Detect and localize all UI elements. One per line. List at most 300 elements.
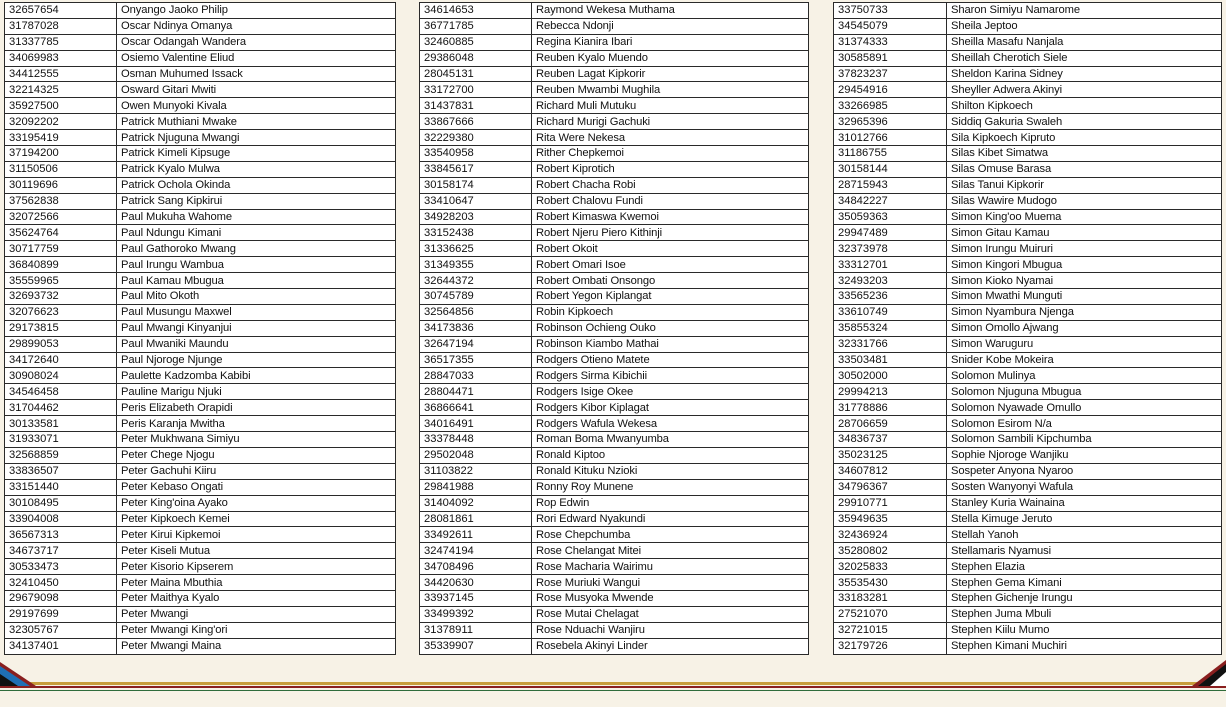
id-number-cell: 28081861 [420, 511, 532, 527]
full-name-cell: Peter Mukhwana Simiyu [117, 432, 396, 448]
table-row [5, 98, 396, 114]
id-number-cell: 33565236 [834, 289, 947, 305]
table-row [420, 66, 809, 82]
full-name-cell: Sharon Simiyu Namarome [947, 3, 1222, 19]
full-name-cell: Paul Mukuha Wahome [117, 209, 396, 225]
full-name-cell: Peter Kipkoech Kemei [117, 511, 396, 527]
id-number-cell: 28045131 [420, 66, 532, 82]
id-number-cell: 30158144 [834, 161, 947, 177]
id-number-cell: 33540958 [420, 146, 532, 162]
table-row [5, 352, 396, 368]
table-row [5, 384, 396, 400]
id-number-cell: 29502048 [420, 447, 532, 463]
id-number-cell: 31337785 [5, 34, 117, 50]
table-row [834, 257, 1222, 273]
full-name-cell: Stanley Kuria Wainaina [947, 495, 1222, 511]
table-row [5, 336, 396, 352]
full-name-cell: Rodgers Wafula Wekesa [532, 416, 809, 432]
id-number-cell: 31404092 [420, 495, 532, 511]
table-row [420, 161, 809, 177]
full-name-cell: Peter Kebaso Ongati [117, 479, 396, 495]
id-number-cell: 31103822 [420, 463, 532, 479]
id-number-cell: 31704462 [5, 400, 117, 416]
full-name-cell: Shilton Kipkoech [947, 98, 1222, 114]
full-name-cell: Simon Irungu Muiruri [947, 241, 1222, 257]
table-row [834, 66, 1222, 82]
full-name-cell: Silas Wawire Mudogo [947, 193, 1222, 209]
full-name-cell: Peter Kisorio Kipserem [117, 559, 396, 575]
table-row [834, 495, 1222, 511]
full-name-cell: Peris Elizabeth Orapidi [117, 400, 396, 416]
table-row [5, 463, 396, 479]
full-name-cell: Reuben Lagat Kipkorir [532, 66, 809, 82]
table-row [834, 130, 1222, 146]
table-row [420, 352, 809, 368]
id-number-cell: 34172640 [5, 352, 117, 368]
id-number-cell: 32693732 [5, 289, 117, 305]
full-name-cell: Richard Muli Mutuku [532, 98, 809, 114]
full-name-cell: Simon Gitau Kamau [947, 225, 1222, 241]
id-number-cell: 36840899 [5, 257, 117, 273]
full-name-cell: Stellamaris Nyamusi [947, 543, 1222, 559]
table-row [420, 304, 809, 320]
id-number-cell: 34708496 [420, 559, 532, 575]
full-name-cell: Robert Kiprotich [532, 161, 809, 177]
id-number-cell: 30908024 [5, 368, 117, 384]
id-number-cell: 34673717 [5, 543, 117, 559]
id-number-cell: 33845617 [420, 161, 532, 177]
full-name-cell: Rose Musyoka Mwende [532, 590, 809, 606]
table-row [834, 177, 1222, 193]
full-name-cell: Robert Chalovu Fundi [532, 193, 809, 209]
id-number-cell: 34545079 [834, 18, 947, 34]
table-row [834, 3, 1222, 19]
id-number-cell: 35280802 [834, 543, 947, 559]
table-row [5, 225, 396, 241]
full-name-cell: Simon Omollo Ajwang [947, 320, 1222, 336]
table-row [834, 479, 1222, 495]
id-number-cell: 35559965 [5, 273, 117, 289]
table-row [5, 161, 396, 177]
full-name-cell: Onyango Jaoko Philip [117, 3, 396, 19]
id-number-cell: 31012766 [834, 130, 947, 146]
id-number-cell: 33183281 [834, 590, 947, 606]
full-name-cell: Rose Mutai Chelagat [532, 606, 809, 622]
full-name-cell: Paul Kamau Mbugua [117, 273, 396, 289]
full-name-cell: Stephen Gichenje Irungu [947, 590, 1222, 606]
table-row [5, 257, 396, 273]
full-name-cell: Robert Chacha Robi [532, 177, 809, 193]
roster-table-right [833, 2, 1222, 655]
table-row [5, 146, 396, 162]
table-row [420, 3, 809, 19]
id-number-cell: 32092202 [5, 114, 117, 130]
table-row [420, 114, 809, 130]
table-row [834, 606, 1222, 622]
table-row [5, 114, 396, 130]
id-number-cell: 28847033 [420, 368, 532, 384]
full-name-cell: Paul Musungu Maxwel [117, 304, 396, 320]
id-number-cell: 33266985 [834, 98, 947, 114]
table-row [420, 130, 809, 146]
table-row [420, 273, 809, 289]
table-row [420, 416, 809, 432]
id-number-cell: 34546458 [5, 384, 117, 400]
id-number-cell: 32564856 [420, 304, 532, 320]
full-name-cell: Rodgers Kibor Kiplagat [532, 400, 809, 416]
full-name-cell: Ronny Roy Munene [532, 479, 809, 495]
id-number-cell: 33867666 [420, 114, 532, 130]
id-number-cell: 35949635 [834, 511, 947, 527]
id-number-cell: 32647194 [420, 336, 532, 352]
id-number-cell: 32721015 [834, 622, 947, 638]
id-number-cell: 34796367 [834, 479, 947, 495]
full-name-cell: Robin Kipkoech [532, 304, 809, 320]
table-row [420, 146, 809, 162]
table-row [5, 527, 396, 543]
id-number-cell: 28706659 [834, 416, 947, 432]
table-row [834, 559, 1222, 575]
full-name-cell: Rodgers Sirma Kibichii [532, 368, 809, 384]
table-row [5, 66, 396, 82]
id-number-cell: 33499392 [420, 606, 532, 622]
full-name-cell: Oscar Ndinya Omanya [117, 18, 396, 34]
table-row [420, 177, 809, 193]
table-row [5, 590, 396, 606]
full-name-cell: Richard Murigi Gachuki [532, 114, 809, 130]
id-number-cell: 30119696 [5, 177, 117, 193]
full-name-cell: Peter Kirui Kipkemoi [117, 527, 396, 543]
id-number-cell: 29994213 [834, 384, 947, 400]
id-number-cell: 36866641 [420, 400, 532, 416]
full-name-cell: Simon Kioko Nyamai [947, 273, 1222, 289]
id-number-cell: 29841988 [420, 479, 532, 495]
full-name-cell: Patrick Ochola Okinda [117, 177, 396, 193]
id-number-cell: 32644372 [420, 273, 532, 289]
full-name-cell: Paul Mwangi Kinyanjui [117, 320, 396, 336]
table-row [5, 50, 396, 66]
full-name-cell: Solomon Esirom N/a [947, 416, 1222, 432]
full-name-cell: Robert Okoit [532, 241, 809, 257]
id-number-cell: 32214325 [5, 82, 117, 98]
full-name-cell: Paul Gathoroko Mwang [117, 241, 396, 257]
full-name-cell: Robert Ombati Onsongo [532, 273, 809, 289]
table-row [5, 3, 396, 19]
id-number-cell: 27521070 [834, 606, 947, 622]
full-name-cell: Simon Waruguru [947, 336, 1222, 352]
id-number-cell: 35059363 [834, 209, 947, 225]
id-number-cell: 29899053 [5, 336, 117, 352]
id-number-cell: 36517355 [420, 352, 532, 368]
id-number-cell: 33750733 [834, 3, 947, 19]
table-row [834, 209, 1222, 225]
full-name-cell: Solomon Sambili Kipchumba [947, 432, 1222, 448]
id-number-cell: 32331766 [834, 336, 947, 352]
id-number-cell: 30108495 [5, 495, 117, 511]
id-number-cell: 32436924 [834, 527, 947, 543]
table-row [834, 304, 1222, 320]
table-row [420, 34, 809, 50]
id-number-cell: 29386048 [420, 50, 532, 66]
full-name-cell: Sheillah Cherotich Siele [947, 50, 1222, 66]
table-row [834, 447, 1222, 463]
table-row [5, 209, 396, 225]
table-row [5, 289, 396, 305]
id-number-cell: 31186755 [834, 146, 947, 162]
full-name-cell: Osiemo Valentine Eliud [117, 50, 396, 66]
table-row [420, 209, 809, 225]
table-row [5, 606, 396, 622]
table-row [420, 336, 809, 352]
id-number-cell: 33937145 [420, 590, 532, 606]
id-number-cell: 32373978 [834, 241, 947, 257]
id-number-cell: 32410450 [5, 575, 117, 591]
table-row [834, 432, 1222, 448]
id-number-cell: 32657654 [5, 3, 117, 19]
full-name-cell: Reuben Mwambi Mughila [532, 82, 809, 98]
full-name-cell: Peter Mwangi Maina [117, 638, 396, 654]
full-name-cell: Solomon Nyawade Omullo [947, 400, 1222, 416]
full-name-cell: Silas Tanui Kipkorir [947, 177, 1222, 193]
full-name-cell: Rose Chelangat Mitei [532, 543, 809, 559]
footer-corner-left [0, 660, 40, 690]
id-number-cell: 30502000 [834, 368, 947, 384]
full-name-cell: Rither Chepkemoi [532, 146, 809, 162]
id-number-cell: 32493203 [834, 273, 947, 289]
table-row [834, 146, 1222, 162]
full-name-cell: Sheyller Adwera Akinyi [947, 82, 1222, 98]
id-number-cell: 29910771 [834, 495, 947, 511]
id-number-cell: 32460885 [420, 34, 532, 50]
footer-stripe-green [0, 690, 1226, 691]
id-number-cell: 33503481 [834, 352, 947, 368]
table-row [834, 638, 1222, 654]
table-row [834, 575, 1222, 591]
id-number-cell: 37823237 [834, 66, 947, 82]
table-row [834, 273, 1222, 289]
full-name-cell: Peter King'oina Ayako [117, 495, 396, 511]
table-row [420, 400, 809, 416]
id-number-cell: 31378911 [420, 622, 532, 638]
table-row [420, 479, 809, 495]
full-name-cell: Raymond Wekesa Muthama [532, 3, 809, 19]
full-name-cell: Paul Mito Okoth [117, 289, 396, 305]
full-name-cell: Roman Boma Mwanyumba [532, 432, 809, 448]
table-row [420, 527, 809, 543]
full-name-cell: Paul Mwaniki Maundu [117, 336, 396, 352]
table-row [5, 368, 396, 384]
table-row [420, 606, 809, 622]
id-number-cell: 29947489 [834, 225, 947, 241]
full-name-cell: Simon King'oo Muema [947, 209, 1222, 225]
table-row [834, 34, 1222, 50]
full-name-cell: Simon Nyambura Njenga [947, 304, 1222, 320]
table-row [5, 193, 396, 209]
id-number-cell: 33312701 [834, 257, 947, 273]
id-number-cell: 33492611 [420, 527, 532, 543]
table-row [834, 590, 1222, 606]
full-name-cell: Patrick Njuguna Mwangi [117, 130, 396, 146]
id-number-cell: 34420630 [420, 575, 532, 591]
table-row [5, 18, 396, 34]
table-row [420, 289, 809, 305]
roster-table-left [4, 2, 396, 655]
full-name-cell: Rita Were Nekesa [532, 130, 809, 146]
table-row [5, 559, 396, 575]
full-name-cell: Osman Muhumed Issack [117, 66, 396, 82]
table-row [420, 432, 809, 448]
full-name-cell: Reuben Kyalo Muendo [532, 50, 809, 66]
id-number-cell: 33195419 [5, 130, 117, 146]
table-row [834, 416, 1222, 432]
id-number-cell: 34137401 [5, 638, 117, 654]
table-row [420, 622, 809, 638]
id-number-cell: 34614653 [420, 3, 532, 19]
id-number-cell: 29173815 [5, 320, 117, 336]
full-name-cell: Owen Munyoki Kivala [117, 98, 396, 114]
id-number-cell: 30158174 [420, 177, 532, 193]
id-number-cell: 34412555 [5, 66, 117, 82]
table-row [420, 225, 809, 241]
table-row [5, 416, 396, 432]
id-number-cell: 33152438 [420, 225, 532, 241]
table-row [420, 98, 809, 114]
full-name-cell: Paul Njoroge Njunge [117, 352, 396, 368]
full-name-cell: Rose Nduachi Wanjiru [532, 622, 809, 638]
full-name-cell: Rebecca Ndonji [532, 18, 809, 34]
id-number-cell: 35927500 [5, 98, 117, 114]
full-name-cell: Robert Yegon Kiplangat [532, 289, 809, 305]
footer-stripe-red [0, 686, 1226, 688]
id-number-cell: 30745789 [420, 289, 532, 305]
id-number-cell: 30585891 [834, 50, 947, 66]
id-number-cell: 34173836 [420, 320, 532, 336]
id-number-cell: 29679098 [5, 590, 117, 606]
table-row [834, 622, 1222, 638]
table-row [420, 559, 809, 575]
full-name-cell: Simon Mwathi Munguti [947, 289, 1222, 305]
id-number-cell: 33610749 [834, 304, 947, 320]
full-name-cell: Solomon Njuguna Mbugua [947, 384, 1222, 400]
table-row [420, 590, 809, 606]
id-number-cell: 32474194 [420, 543, 532, 559]
table-row [5, 511, 396, 527]
table-row [420, 193, 809, 209]
full-name-cell: Peter Chege Njogu [117, 447, 396, 463]
table-row [834, 241, 1222, 257]
full-name-cell: Sospeter Anyona Nyaroo [947, 463, 1222, 479]
id-number-cell: 36567313 [5, 527, 117, 543]
full-name-cell: Sophie Njoroge Wanjiku [947, 447, 1222, 463]
table-row [834, 352, 1222, 368]
footer-corner-right [1186, 660, 1226, 690]
id-number-cell: 32179726 [834, 638, 947, 654]
full-name-cell: Peter Maina Mbuthia [117, 575, 396, 591]
id-number-cell: 34928203 [420, 209, 532, 225]
table-row [420, 50, 809, 66]
table-row [834, 336, 1222, 352]
table-row [420, 543, 809, 559]
id-number-cell: 31787028 [5, 18, 117, 34]
table-row [5, 241, 396, 257]
full-name-cell: Siddiq Gakuria Swaleh [947, 114, 1222, 130]
id-number-cell: 32025833 [834, 559, 947, 575]
full-name-cell: Solomon Mulinya [947, 368, 1222, 384]
table-row [834, 18, 1222, 34]
id-number-cell: 29454916 [834, 82, 947, 98]
full-name-cell: Rose Chepchumba [532, 527, 809, 543]
id-number-cell: 33378448 [420, 432, 532, 448]
id-number-cell: 31437831 [420, 98, 532, 114]
full-name-cell: Stephen Kiilu Mumo [947, 622, 1222, 638]
full-name-cell: Regina Kianira Ibari [532, 34, 809, 50]
id-number-cell: 35339907 [420, 638, 532, 654]
table-row [834, 114, 1222, 130]
table-row [834, 161, 1222, 177]
id-number-cell: 35023125 [834, 447, 947, 463]
id-number-cell: 33836507 [5, 463, 117, 479]
table-row [420, 368, 809, 384]
full-name-cell: Rose Macharia Wairimu [532, 559, 809, 575]
table-row [420, 575, 809, 591]
table-row [420, 320, 809, 336]
table-row [834, 527, 1222, 543]
full-name-cell: Simon Kingori Mbugua [947, 257, 1222, 273]
table-row [834, 50, 1222, 66]
id-number-cell: 32305767 [5, 622, 117, 638]
id-number-cell: 31336625 [420, 241, 532, 257]
id-number-cell: 32229380 [420, 130, 532, 146]
id-number-cell: 31933071 [5, 432, 117, 448]
table-row [834, 289, 1222, 305]
full-name-cell: Robinson Ochieng Ouko [532, 320, 809, 336]
id-number-cell: 34069983 [5, 50, 117, 66]
full-name-cell: Oscar Odangah Wandera [117, 34, 396, 50]
id-number-cell: 34842227 [834, 193, 947, 209]
full-name-cell: Robert Kimaswa Kwemoi [532, 209, 809, 225]
full-name-cell: Patrick Kimeli Kipsuge [117, 146, 396, 162]
id-number-cell: 32965396 [834, 114, 947, 130]
table-row [834, 384, 1222, 400]
full-name-cell: Paulette Kadzomba Kabibi [117, 368, 396, 384]
id-number-cell: 30133581 [5, 416, 117, 432]
id-number-cell: 28804471 [420, 384, 532, 400]
table-row [5, 177, 396, 193]
id-number-cell: 33151440 [5, 479, 117, 495]
full-name-cell: Stella Kimuge Jeruto [947, 511, 1222, 527]
full-name-cell: Robert Omari Isoe [532, 257, 809, 273]
full-name-cell: Stephen Elazia [947, 559, 1222, 575]
id-number-cell: 37194200 [5, 146, 117, 162]
id-number-cell: 30533473 [5, 559, 117, 575]
table-row [834, 82, 1222, 98]
table-row [420, 447, 809, 463]
full-name-cell: Paul Ndungu Kimani [117, 225, 396, 241]
full-name-cell: Sheilla Masafu Nanjala [947, 34, 1222, 50]
id-number-cell: 32076623 [5, 304, 117, 320]
full-name-cell: Peter Mwangi King'ori [117, 622, 396, 638]
id-number-cell: 34836737 [834, 432, 947, 448]
full-name-cell: Stephen Kimani Muchiri [947, 638, 1222, 654]
id-number-cell: 31349355 [420, 257, 532, 273]
id-number-cell: 34607812 [834, 463, 947, 479]
table-row [834, 511, 1222, 527]
full-name-cell: Rori Edward Nyakundi [532, 511, 809, 527]
full-name-cell: Robert Njeru Piero Kithinji [532, 225, 809, 241]
table-row [5, 495, 396, 511]
full-name-cell: Peter Mwangi [117, 606, 396, 622]
full-name-cell: Peter Maithya Kyalo [117, 590, 396, 606]
